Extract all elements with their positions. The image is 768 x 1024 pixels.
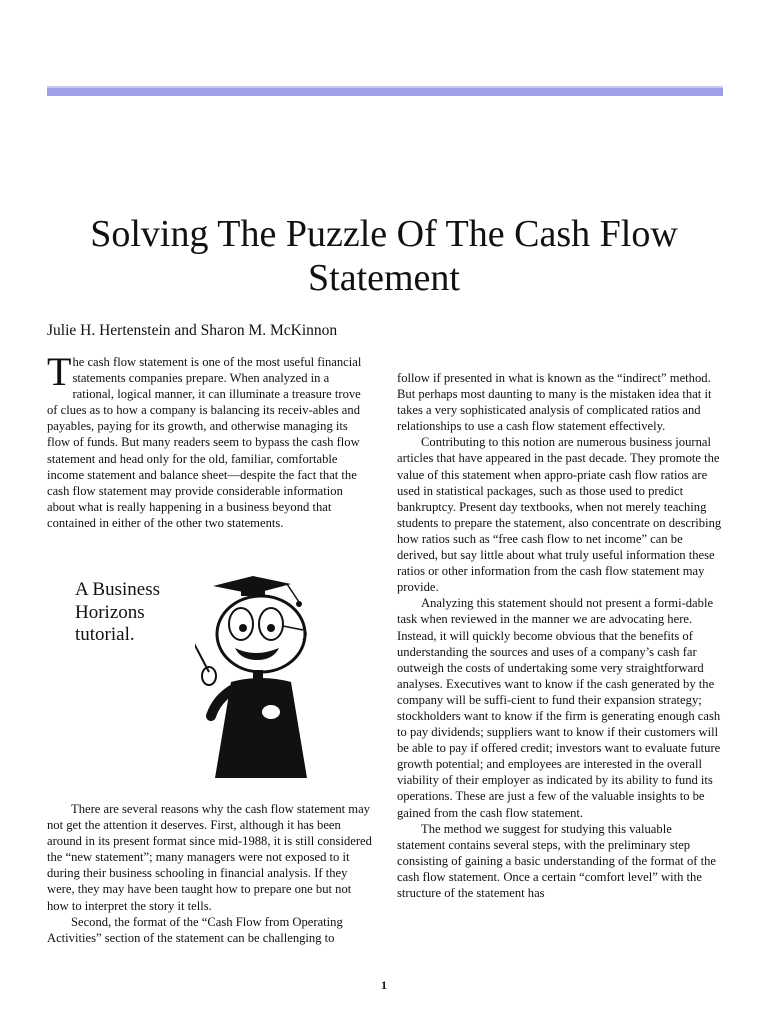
sidebar-callout (75, 579, 195, 647)
right-column (397, 370, 723, 901)
article-title: Solving The Puzzle Of The Cash Flow Statement (90, 213, 678, 299)
paragraph: Second, the format of the “Cash Flow from Operating Activities” section of the statement can be challenging to (47, 914, 343, 945)
sidebar-line: Horizons (75, 601, 145, 623)
paragraph: There are several reasons why the cash flow statement may not get the attention it deserves. First, although it has been around in its present format since mid-1988, it is still considered the “new statement”; many managers were not exposed to it during their business schooling in financial analysis. If they were, they may have been taught how to prepare one but not how to interpret the story it tells. (47, 802, 372, 913)
paragraph: The method we suggest for studying this valuable statement contains several steps, with the preliminary step consisting of gaining a basic understanding of the format of the cash flow statement. Once a certain “comfort level” with the structure of the statement has (397, 821, 716, 900)
sidebar-line: A Business (75, 579, 160, 600)
article-authors: Julie H. Hertenstein and Sharon M. McKinnon (47, 322, 338, 339)
paragraph: follow if presented in what is known as the “indirect” method. But perhaps most daunting to many is the mistaken idea that it takes a very sophisticated analysis of complicated ratios and relationships to use a cash flow statement effectively. (397, 371, 712, 434)
professor-cartoon-illustration (195, 572, 325, 784)
page-number: 1 (381, 978, 387, 992)
drop-cap: T (47, 349, 72, 394)
left-column-top (47, 349, 373, 531)
left-column-bottom (47, 801, 373, 946)
paragraph: Contributing to this notion are numerous business journal articles that have appeared in the past decade. They promote the value of this statement when appro-priate cash flow ratios are used in statistical packages, such as those used to predict bankruptcy. Present day textbooks, when not merely teaching students to prepare the statement, also concentrate on describing how ratios such as “free cash flow to net income” can be derived, but say little about what truly useful information these ratios or other information from the cash flow statement may provide. (397, 435, 722, 595)
sidebar-line: tutorial. (75, 624, 135, 645)
header-rule (47, 86, 723, 96)
intro-paragraph: he cash flow statement is one of the most useful financial statements companies prepare. When analyzed in a rational, logical manner, it can illuminate a treasure trove of clues as to how a company is balancing its receiv-ables and payables, paying for its growth, and otherwise managing its flow of funds. But many readers seem to bypass the cash flow statement and head only for the old, familiar, comfortable income statement and balance sheet—despite the fact that the cash flow statement may provide considerable information about what is really happening in a business beyond that contained in either of the other two statements. (47, 355, 362, 530)
paragraph: Analyzing this statement should not present a formi-dable task when reviewed in the manner we are advocating here. Instead, it will quickly become obvious that the benefits of understanding the sources and uses of a company’s cash far outweigh the costs of undertaking some very straightforward analyses. Executives want to know if the cash generated by the company will be suffi-cient to fund their expansion strategy; stockholders want to know if the firm is generating enough cash to pay dividends; suppliers want to know if their customers will be able to pay if offered credit; investors want to evaluate future growth potential; and employees are interested in the overall viability of their employer as indicated by its ability to fund its operations. These are just a few of the valuable insights to be gained from the cash flow statement. (397, 596, 721, 820)
